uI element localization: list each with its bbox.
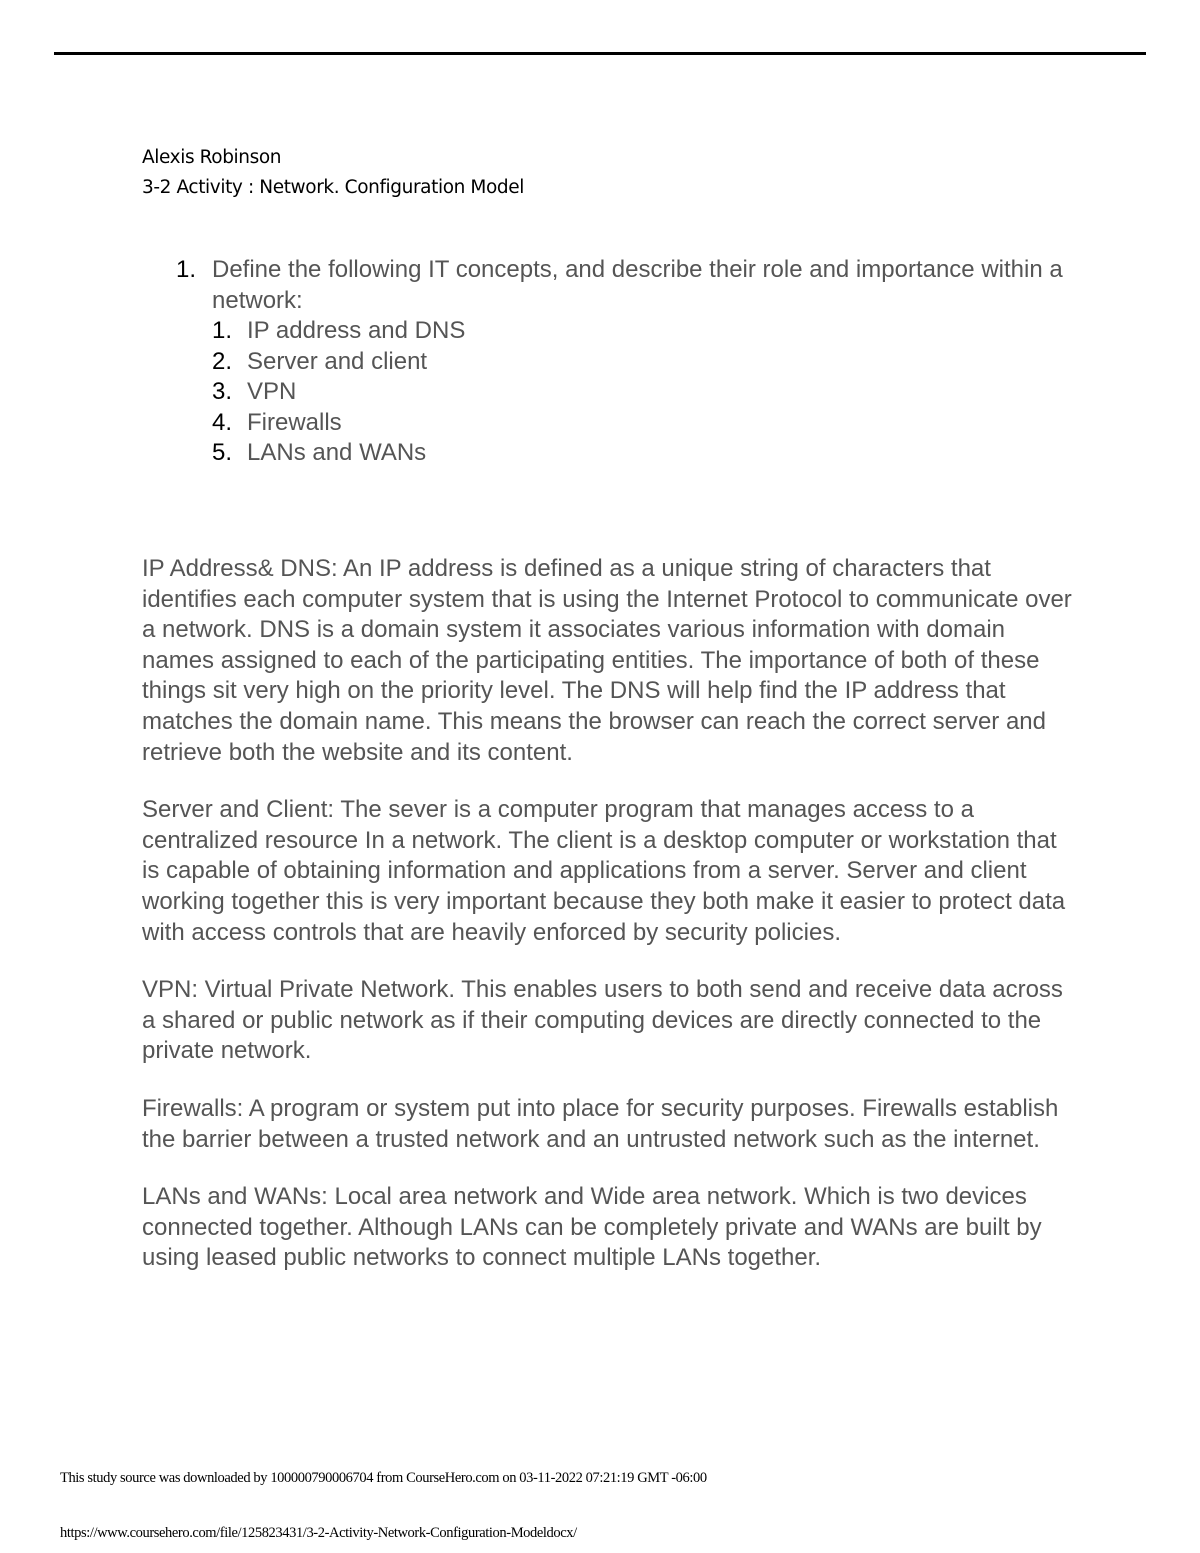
answer-server-client: Server and Client: The sever is a computer program that manages access to a centralized resource In a network. The client is a desktop computer or workstation that is capable of obtaining information and applications from a server. Server and client working together this is very important because they both make it easier to protect data with access controls that are heavily enforced by security policies. <box>142 796 1066 946</box>
answer-firewalls: Firewalls: A program or system put into place for security purposes. Firewalls establish the barrier between a trusted network and an untrusted network such as the internet. <box>142 1094 1059 1153</box>
concept-item <box>176 347 1076 378</box>
concept-number: 3. <box>212 378 233 405</box>
concept-number: 5. <box>212 439 233 466</box>
top-divider <box>54 52 1146 55</box>
source-url[interactable]: https://www.coursehero.com/file/125823431/3-2-Activity-Network-Configuration-Modeldocx/ <box>60 1525 577 1541</box>
concept-number: 4. <box>212 408 233 436</box>
prompt-item <box>176 255 1076 316</box>
prompt-number: 1. <box>176 256 197 283</box>
assignment-title: 3-2 Activity : Network. Configuration Model <box>142 177 524 198</box>
answer-ip-dns: IP Address& DNS: An IP address is defined as a unique string of characters that identifies each computer system that is using the Internet Protocol to communicate over a network. DNS is a domain system it associates various information with domain names assigned to each of the participating entities. The importance of both of these things sit very high on the priority level. The DNS will help find the IP address that matches the domain name. This means the browser can reach the correct server and retrieve both the website and its content. <box>142 555 1072 766</box>
answer-vpn: VPN: Virtual Private Network. This enables users to both send and receive data across a shared or public network as if their computing devices are directly connected to the private network. <box>142 976 1063 1065</box>
concept-label: Firewalls <box>247 408 342 436</box>
concept-label: Server and client <box>247 347 428 375</box>
concept-item <box>176 408 1076 439</box>
prompt-list <box>176 255 1076 469</box>
concept-item <box>176 377 1076 408</box>
concept-label: IP address and DNS <box>247 317 466 344</box>
answer-lans-wans: LANs and WANs: Local area network and Wide area network. Which is two devices connected together. Although LANs can be completely private and WANs are built by using leased public networks to connect multiple LANs together. <box>142 1183 1042 1272</box>
concept-number: 1. <box>212 317 233 344</box>
concept-item <box>176 438 1076 469</box>
document-header <box>142 143 524 203</box>
concept-number: 2. <box>212 347 233 375</box>
concept-item <box>176 316 1076 347</box>
author-name: Alexis Robinson <box>142 147 282 168</box>
prompt-text: Define the following IT concepts, and describe their role and importance within a network: <box>212 256 1063 314</box>
download-notice: This study source was downloaded by 100000790006704 from CourseHero.com on 03-11-2022 07:21:19 GMT -06:00 <box>60 1470 707 1486</box>
answers-section <box>142 554 1072 1301</box>
concept-label: VPN <box>247 378 297 405</box>
concept-label: LANs and WANs <box>247 439 427 466</box>
